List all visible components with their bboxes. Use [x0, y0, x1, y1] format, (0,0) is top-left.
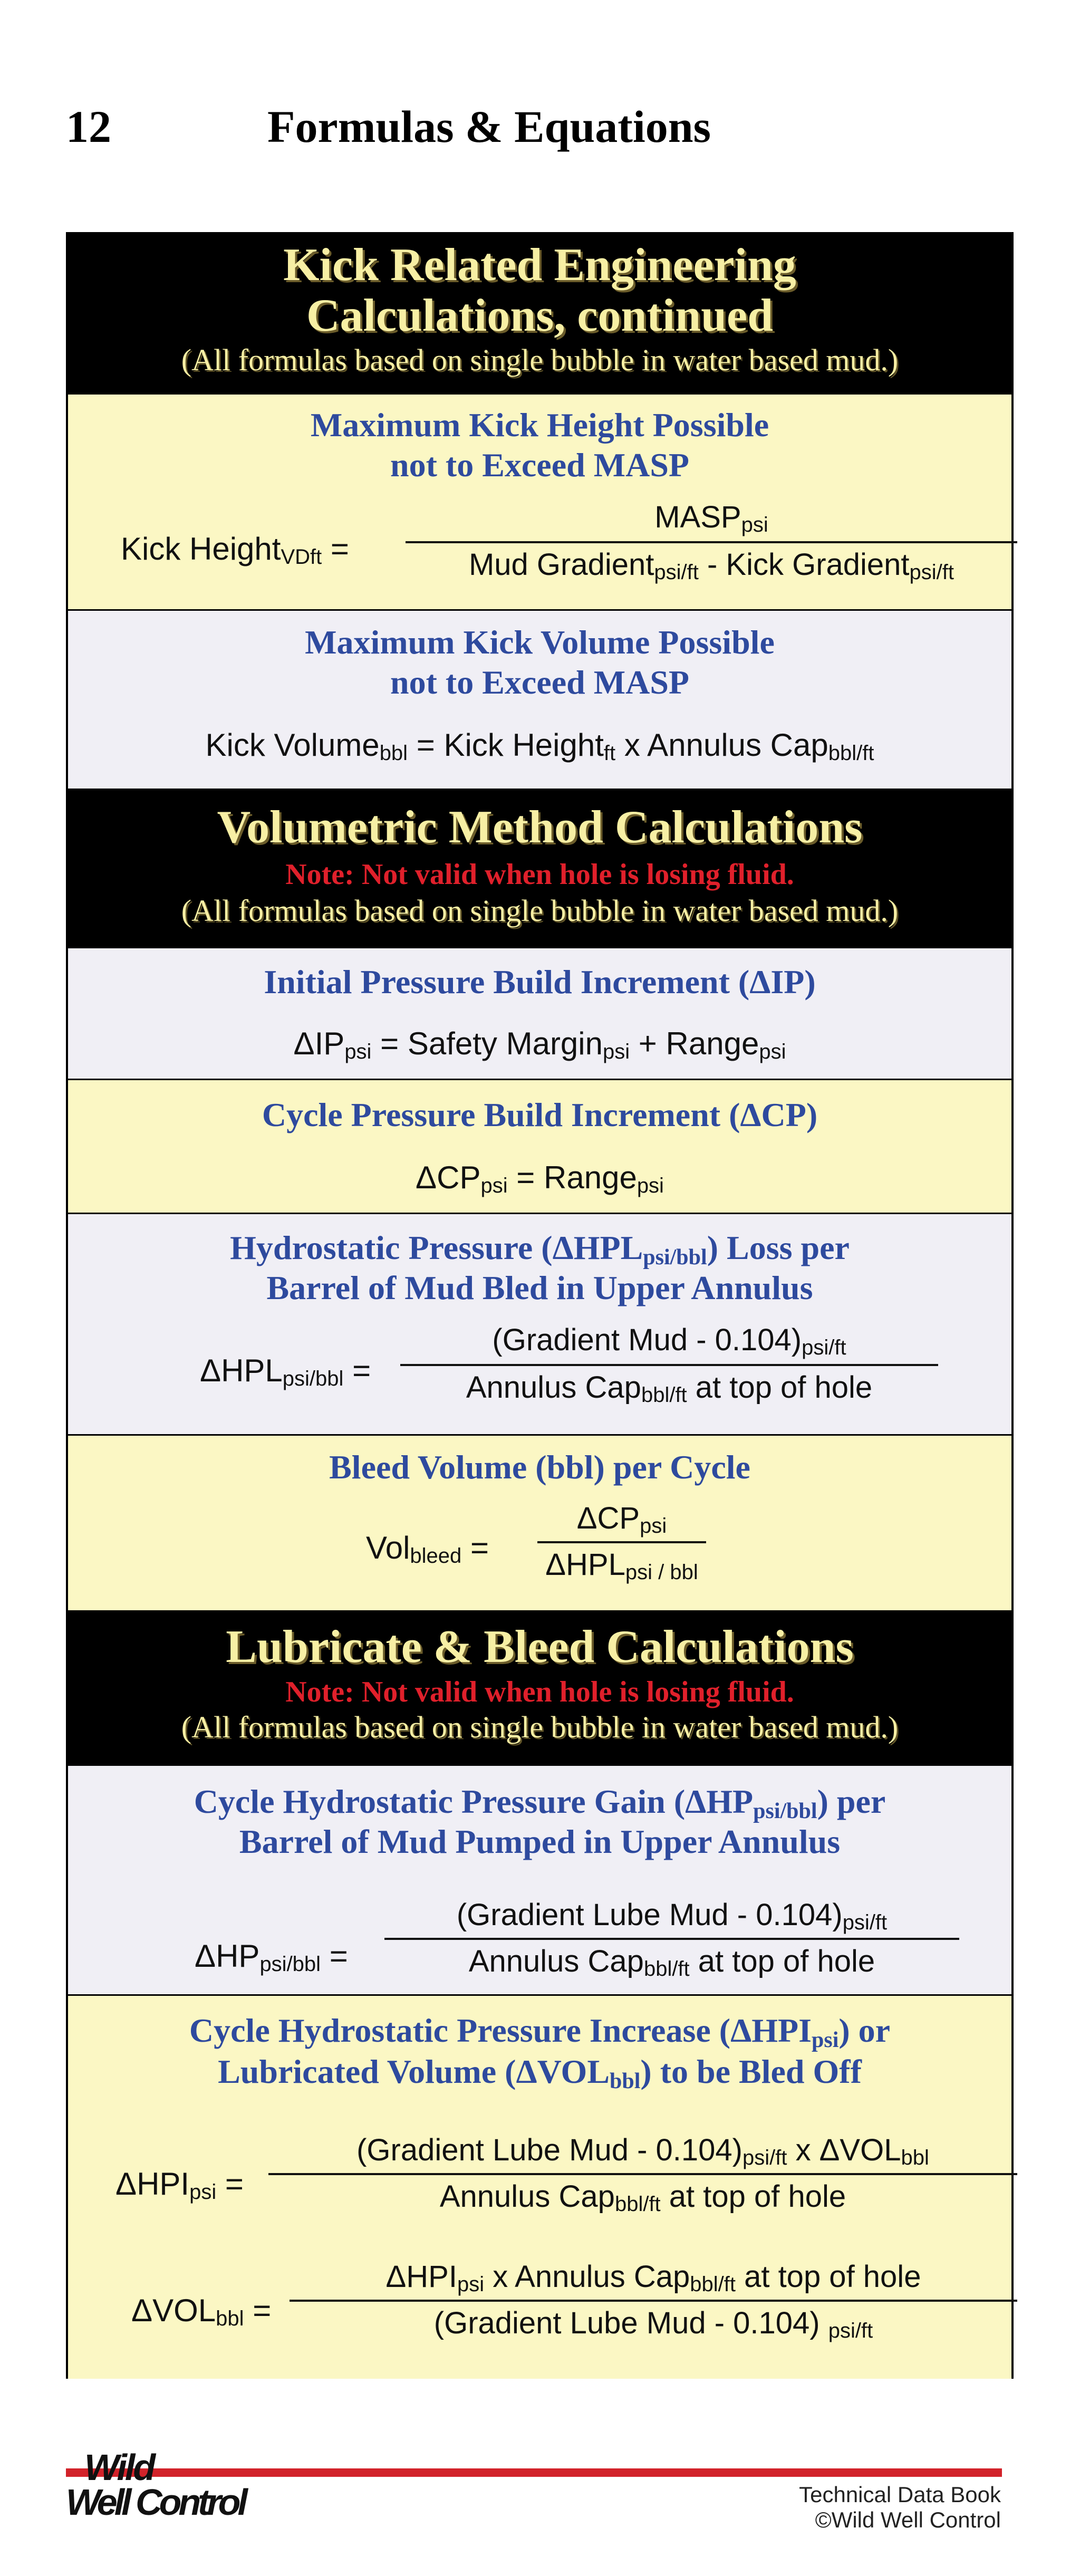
eq-term: + Range [630, 1026, 759, 1061]
eq-sub: bbl/ft [828, 742, 874, 765]
eq-sub: psi [603, 1040, 630, 1063]
numerator-sub: bbl/ft [690, 2273, 736, 2296]
numerator-sub: bbl [901, 2146, 929, 2169]
hpl-numerator [400, 1323, 938, 1358]
ip-section [68, 948, 1011, 1080]
title-part: Hydrostatic Pressure (ΔHPL [230, 1229, 643, 1266]
mud-gradient-sub: psi/ft [654, 561, 699, 584]
fraction-bar [406, 541, 1017, 543]
eq-term: ΔCP [416, 1160, 481, 1195]
title-part: ) per [817, 1783, 886, 1820]
denominator-text: Annulus Cap [466, 1370, 641, 1405]
title-sub: psi/bbl [643, 1245, 707, 1270]
bleed-numerator [537, 1501, 706, 1536]
hp-denominator [384, 1944, 959, 1979]
volumetric-title: Volumetric Method Calculations [217, 802, 863, 853]
lubricate-note: Note: Not valid when hole is losing fluid. [285, 1676, 794, 1708]
denominator-text: (Gradient Lube Mud - 0.104) [433, 2306, 828, 2340]
volumetric-note: Note: Not valid when hole is losing fluid. [285, 858, 794, 891]
denominator-tail: at top of hole [687, 1370, 873, 1405]
numerator-text: (Gradient Lube Mud - 0.104) [356, 2133, 742, 2167]
wild-well-control-logo [66, 2447, 277, 2526]
hpi-section [68, 1996, 1011, 2379]
max-volume-title-line1: Maximum Kick Volume Possible [305, 623, 775, 661]
title-part: ) to be Bled Off [640, 2053, 862, 2090]
logo-text-line2: Well Control [66, 2482, 245, 2523]
masp-sub: psi [741, 513, 768, 536]
numerator-sub: psi/ft [742, 2146, 787, 2169]
logo-text-line1: Wild [84, 2447, 154, 2488]
volumetric-subtitle: (All formulas based on single bubble in water based mud.) [181, 893, 899, 928]
hp-label: ΔHP [195, 1938, 260, 1974]
formula-table [66, 232, 1014, 2379]
denominator-text: Annulus Cap [439, 2179, 615, 2214]
kick-gradient-label: - Kick Gradient [698, 547, 910, 582]
vol-sub: bbl [216, 2307, 244, 2330]
hp-section [68, 1766, 1011, 1996]
hpl-denominator [400, 1370, 938, 1405]
kick-height-lhs: Kick Height$_{VDft}$ = [121, 531, 349, 569]
eq-term: = Safety Margin [371, 1026, 603, 1061]
cp-section [68, 1080, 1011, 1214]
cp-equation [68, 1159, 1011, 1196]
kick-gradient-sub: psi/ft [909, 561, 954, 584]
hpi-denominator [268, 2179, 1017, 2214]
fraction-bar [400, 1364, 938, 1366]
numerator-text: x ΔVOL [787, 2133, 901, 2167]
hp-title-line2: Barrel of Mud Pumped in Upper Annulus [239, 1823, 841, 1860]
kick-height-sub: VDft [281, 545, 322, 569]
page-header [66, 100, 962, 164]
title-part: Lubricated Volume (ΔVOL [218, 2053, 610, 2090]
volumetric-header [68, 790, 1011, 948]
cp-title: Cycle Pressure Build Increment (ΔCP) [262, 1096, 818, 1133]
hp-numerator [384, 1898, 959, 1933]
hp-title-line1 [68, 1782, 1011, 1822]
eq-sub: psi [344, 1040, 372, 1063]
numerator-text: (Gradient Lube Mud - 0.104) [456, 1898, 843, 1932]
bleed-section [68, 1436, 1011, 1612]
kick-header [68, 234, 1011, 395]
title-part: Cycle Hydrostatic Pressure Gain (ΔHP [194, 1783, 754, 1820]
hpl-label: ΔHPL [200, 1353, 283, 1388]
denominator-text: ΔHPL [545, 1547, 625, 1582]
numerator-tail: at top of hole [735, 2260, 921, 2294]
numerator-sub: psi/ft [842, 1911, 888, 1934]
kick-subtitle: (All formulas based on single bubble in water based mud.) [181, 343, 899, 377]
numerator-text: ΔHPI [385, 2260, 457, 2294]
eq-sub: bbl [379, 742, 408, 765]
title-part: ) Loss per [707, 1229, 850, 1266]
vol-label: Vol [366, 1530, 410, 1565]
bleed-denominator [537, 1547, 706, 1582]
hpi-title-line1 [68, 2011, 1011, 2051]
hpi-lhs: $\Delta HPI_{psi}$ = [115, 2166, 244, 2204]
denominator-sub: psi / bbl [625, 1561, 698, 1584]
fraction-bar [537, 1541, 706, 1543]
numerator-sub: psi [457, 2273, 485, 2296]
denominator-sub: bbl/ft [643, 1957, 690, 1981]
vol-sub: bleed [410, 1544, 462, 1568]
eq-term: = Kick Height [408, 727, 604, 763]
book-title: Technical Data Book [799, 2482, 1001, 2507]
max-height-title-line2: not to Exceed MASP [390, 446, 690, 484]
hpl-lhs: $\Delta HPL_{psi/bbl}$ = [200, 1353, 371, 1390]
title-sub: psi [811, 2028, 839, 2052]
title-sub: psi/bbl [753, 1799, 817, 1823]
denominator-tail: at top of hole [660, 2179, 846, 2214]
kick-height-label: Kick Height [121, 531, 281, 566]
eq-term: ΔIP [293, 1026, 345, 1061]
lubricate-title: Lubricate & Bleed Calculations [226, 1621, 854, 1673]
eq-term: = Range [507, 1160, 637, 1195]
denominator-sub: bbl/ft [641, 1383, 687, 1407]
lubricate-header [68, 1612, 1011, 1766]
denominator-sub: bbl/ft [614, 2193, 661, 2216]
title-sub: bbl [610, 2069, 641, 2093]
hpl-title-line1 [68, 1228, 1011, 1268]
kick-volume-equation [68, 727, 1011, 764]
vol-label: ΔVOL [131, 2293, 216, 2328]
kick-height-numerator [406, 500, 1017, 535]
numerator-text: (Gradient Mud - 0.104) [492, 1323, 802, 1357]
hpl-section [68, 1214, 1011, 1436]
numerator-sub: psi/ft [802, 1336, 846, 1359]
mud-gradient-label: Mud Gradient [468, 547, 654, 582]
ip-title: Initial Pressure Build Increment (ΔIP) [264, 963, 816, 1001]
hpl-title-line2: Barrel of Mud Bled in Upper Annulus [266, 1269, 813, 1306]
hp-lhs: $\Delta HP_{psi/bbl}$ = [195, 1938, 348, 1976]
kick-title-line2: Calculations, continued [306, 290, 774, 341]
eq-sub: psi [637, 1174, 664, 1197]
max-height-title-line1: Maximum Kick Height Possible [310, 406, 769, 444]
hpl-sub: psi/bbl [282, 1367, 344, 1390]
eq-term: x Annulus Cap [615, 727, 828, 763]
hpi-numerator [268, 2133, 1017, 2168]
vol-lhs: $\Delta VOL_{bbl}$ = [131, 2293, 272, 2330]
numerator-sub: psi [640, 1514, 667, 1537]
hpi-title-line2 [68, 2052, 1011, 2092]
fraction-bar [384, 1938, 959, 1940]
vol-numerator [290, 2260, 1017, 2294]
page-title: Formulas & Equations [267, 101, 711, 152]
kick-title-line1: Kick Related Engineering [283, 239, 796, 291]
denominator-tail: at top of hole [689, 1944, 875, 1978]
bleed-lhs: Vol$_{bleed}$ = [366, 1530, 489, 1568]
numerator-text: ΔCP [576, 1501, 640, 1535]
numerator-text: x Annulus Cap [484, 2260, 690, 2294]
lubricate-subtitle: (All formulas based on single bubble in water based mud.) [181, 1710, 899, 1744]
eq-term: Kick Volume [205, 727, 380, 763]
masp-label: MASP [654, 500, 741, 534]
fraction-bar [290, 2300, 1017, 2302]
eq-sub: ft [603, 742, 616, 765]
kick-height-denominator [406, 547, 1017, 582]
denominator-sub: psi/ft [828, 2319, 873, 2342]
page-number: 12 [66, 101, 111, 152]
vol-denominator [290, 2306, 1017, 2341]
title-part: Cycle Hydrostatic Pressure Increase (ΔHPI [189, 2012, 812, 2049]
title-part: ) or [838, 2012, 891, 2049]
max-kick-volume-section [68, 611, 1011, 790]
max-volume-title-line2: not to Exceed MASP [390, 664, 690, 701]
fraction-bar [268, 2173, 1017, 2175]
bleed-title: Bleed Volume (bbl) per Cycle [329, 1448, 750, 1486]
max-kick-height-section [68, 395, 1011, 611]
hp-sub: psi/bbl [259, 1953, 321, 1976]
ip-equation [68, 1025, 1011, 1062]
denominator-text: Annulus Cap [468, 1944, 644, 1978]
copyright: ©Wild Well Control [815, 2507, 1001, 2532]
footer-text [799, 2482, 1001, 2533]
eq-sub: psi [759, 1040, 786, 1063]
hpi-label: ΔHPI [115, 2166, 190, 2202]
eq-sub: psi [480, 1174, 508, 1197]
hpi-sub: psi [189, 2180, 217, 2204]
